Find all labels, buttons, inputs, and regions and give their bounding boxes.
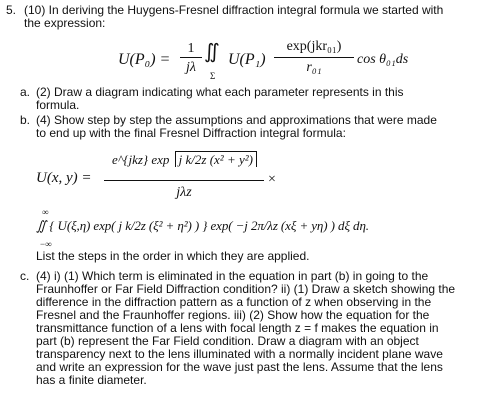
part-c-line: difference in the diffraction pattern as a function of z when observing in the: [36, 295, 432, 309]
part-b-line2: to end up with the final Fresnel Diffraction integral formula:: [36, 126, 346, 140]
list-steps-instruction: List the steps in the order in which they are applied.: [36, 249, 310, 263]
eq2-num-prefix: e^{jkz} exp: [112, 152, 170, 167]
eq1-coef-den: jλ: [186, 60, 196, 75]
eq2-frac-bar: [104, 180, 264, 181]
part-c-line: (4) i) (1) Which term is eliminated in the equation in part (b) in going to the: [36, 269, 429, 283]
eq1-double-integral: ∬: [204, 41, 220, 63]
part-c-line: transparency next to the lens illuminated with a normally incident plane wave: [36, 347, 443, 361]
part-b-line1: (4) Show step by step the assumptions and approximations that were made: [36, 113, 437, 127]
eq1-lhs: U(P₀) =: [118, 51, 171, 68]
eq2-den: jλz: [176, 185, 192, 200]
eq2-body: ∬ { U(ξ,η) exp( j k/2z (ξ² + η²) ) } exp( −j 2π/λz (xξ + yη) ) dξ dη.: [36, 218, 369, 233]
part-c-label: c.: [20, 269, 30, 283]
eq1-integral-sub: Σ: [210, 71, 216, 81]
eq1-frac-num: exp(jkr₀₁): [286, 39, 342, 54]
part-c-line: Fresnel and the Fraunhoffer regions. iii) (2) Show how the equation for the: [36, 308, 430, 322]
part-a-label: a.: [20, 85, 31, 99]
problem-header-line1: (10) In deriving the Huygens-Fresnel diffraction integral formula we started with: [24, 3, 444, 17]
part-a-line1: (2) Draw a diagram indicating what each parameter represents in this: [36, 85, 404, 99]
part-b-label: b.: [20, 113, 31, 127]
part-a-line2: formula.: [36, 98, 80, 112]
problem-number: 5.: [6, 3, 17, 17]
eq1-trailing: cos θ₀₁ds: [357, 52, 409, 67]
eq2-lhs: U(x, y) =: [36, 170, 92, 186]
eq2-limit-top: ∞: [42, 207, 49, 217]
part-c-line: has a finite diameter.: [36, 373, 147, 387]
part-c-line: Fraunhoffer or Far Field Diffraction condition? ii) (1) Draw a sketch showing the: [36, 282, 456, 296]
problem-header-line2: the expression:: [24, 16, 106, 30]
eq2-limit-bottom: −∞: [40, 239, 52, 249]
eq2-inner: j k/2z (x² + y²): [175, 151, 257, 167]
eq1-coef-num: 1: [187, 41, 195, 56]
part-c-line: and write an expression for the wave just past the lens. Assume that the lens: [36, 360, 443, 374]
eq1-integrand: U(P₁): [228, 51, 266, 68]
part-c-line: transmittance function of a lens with focal length z = f makes the equation in: [36, 321, 439, 335]
eq1-frac-den: r₀₁: [306, 60, 322, 75]
eq1-coef-bar: [180, 57, 202, 58]
part-c-line: part (b) represent the Far Field condition. Draw a diagram with an object: [36, 334, 419, 348]
eq2-numerator: [112, 153, 257, 166]
eq2-times: ×: [268, 172, 276, 187]
eq1-frac-bar: [274, 57, 354, 58]
